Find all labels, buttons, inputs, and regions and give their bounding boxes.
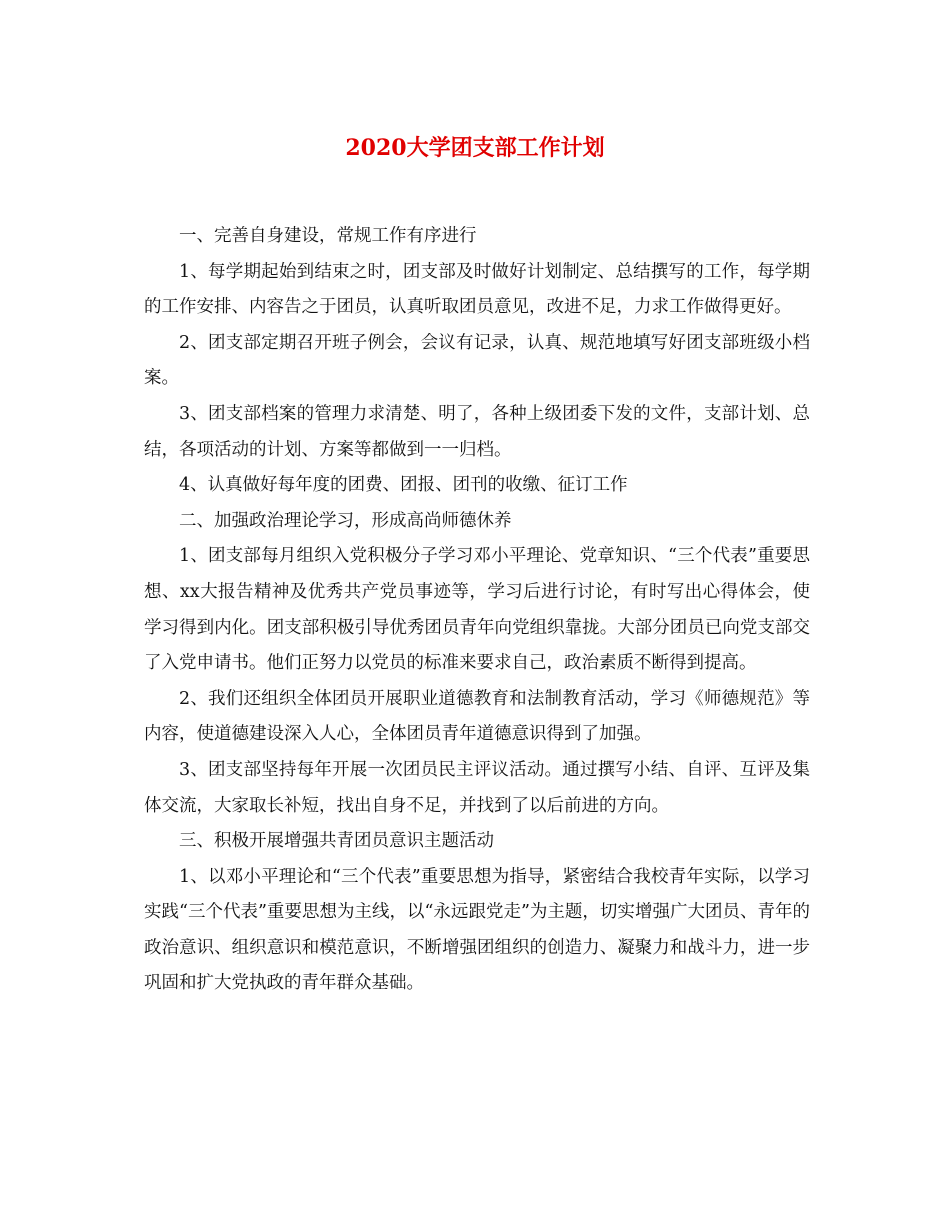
document-body <box>144 219 810 1002</box>
section-heading-3: 三、积极开展增强共青团员意识主题活动 <box>179 831 494 852</box>
paragraph: 1、每学期起始到结束之时，团支部及时做好计划制定、总结撰写的工作，每学期的工作安排、内容告之于团员，认真听取团员意见，改进不足，力求工作做得更好。 <box>144 261 810 318</box>
paragraph: 1、以邓小平理论和“三个代表”重要思想为指导，紧密结合我校青年实际，以学习实践“三个代表”重要思想为主线，以“永远跟党走”为主题，切实增强广大团员、青年的政治意识、组织意识和模范意识，不断增强团组织的创造力、凝聚力和战斗力，进一步巩固和扩大党执政的青年群众基础。 <box>144 866 810 994</box>
section-heading-2: 二、加强政治理论学习，形成高尚师德休养 <box>179 510 512 531</box>
document-title: 2020大学团支部工作计划 <box>345 135 605 161</box>
paragraph: 3、团支部档案的管理力求清楚、明了，各种上级团委下发的文件，支部计划、总结，各项活动的计划、方案等都做到一一归档。 <box>144 403 810 460</box>
paragraph: 2、团支部定期召开班子例会，会议有记录，认真、规范地填写好团支部班级小档案。 <box>144 332 810 389</box>
paragraph: 3、团支部坚持每年开展一次团员民主评议活动。通过撰写小结、自评、互评及集体交流，大家取长补短，找出自身不足，并找到了以后前进的方向。 <box>144 759 810 816</box>
paragraph: 2、我们还组织全体团员开展职业道德教育和法制教育活动，学习《师德规范》等内容，使道德建设深入人心，全体团员青年道德意识得到了加强。 <box>144 688 810 745</box>
paragraph: 1、团支部每月组织入党积极分子学习邓小平理论、党章知识、“三个代表”重要思想、xx大报告精神及优秀共产党员事迹等，学习后进行讨论，有时写出心得体会，使学习得到内化。团支部积极引导优秀团员青年向党组织靠拢。大部分团员已向党支部交了入党申请书。他们正努力以党员的标准来要求自己，政治素质不断得到提高。 <box>144 546 810 674</box>
section-heading-1: 一、完善自身建设，常规工作有序进行 <box>179 226 477 246</box>
paragraph: 4、认真做好每年度的团费、团报、团刊的收缴、征订工作 <box>179 475 628 496</box>
